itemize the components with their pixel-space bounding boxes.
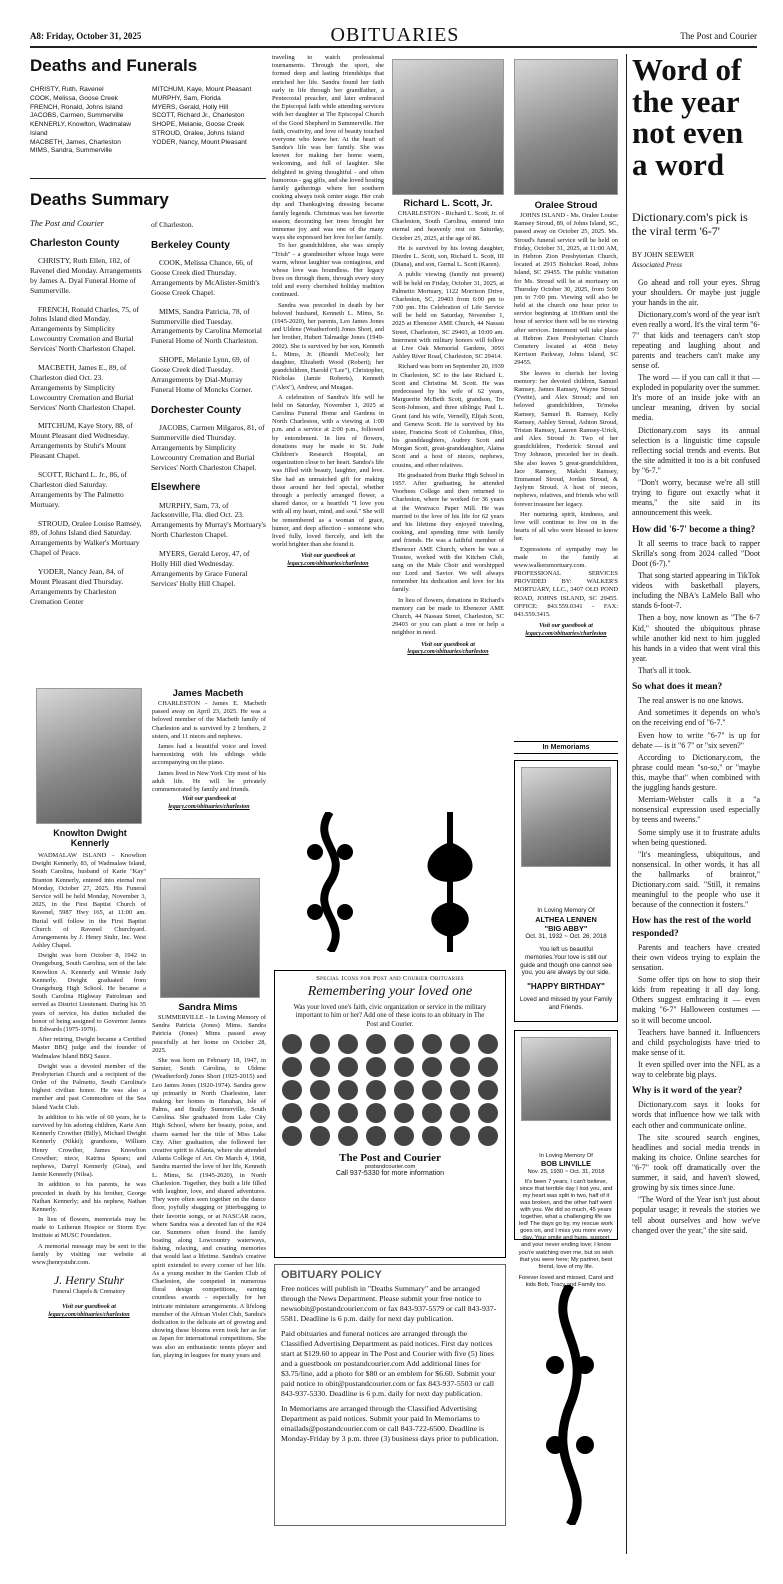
guestbook-link[interactable]: Visit our guestbook at legacy.com/obituaries/charleston: [48, 1304, 130, 1318]
memoriam-signoff: Loved and missed by your Family and Friends.: [519, 996, 613, 1011]
summary-col-2: [151, 220, 267, 598]
county-heading: Elsewhere: [151, 482, 201, 494]
flourish-ornament: [410, 812, 490, 952]
article-paragraph: That song started appearing in TikTok videos with basketball players, including the NBA's LaMelo Ball who stands 6-foot-7.: [632, 571, 760, 611]
summary-entry: MITCHUM, Kaye Story, 88, of Mount Pleasant died Wednesday. Arrangements by Stuhr's Mount Pleasant Chapel.: [30, 421, 133, 461]
article-paragraph: The site scoured search engines, headlines and social media trends in making its choice. Online searches for "6-7" took off dramatically over the summer, it said, and haven't slowed, growing by six times since June.: [632, 1132, 760, 1193]
religious-emblem-icon: [279, 1034, 501, 1146]
obit-paragraph: James had a beautiful voice and loved harmonizing with his siblings while accompanying on the piano.: [152, 742, 266, 767]
memoriam-name: BOB LINVILLE: [541, 1159, 591, 1169]
scott-photo: [392, 59, 504, 195]
article-byline: BY JOHN SEEWER: [632, 250, 695, 259]
obit-paragraph: He is survived by his loving daughter, Dierdre L. Scott, son, Richard L. Scott, III (Diana), and son, Gurnal L. Scott (Karen).: [392, 244, 504, 269]
kennerly-photo: [36, 688, 142, 824]
summary-entry: SHOPE, Melanie Lynn, 69, of Goose Creek died Tuesday. Arrangements by Dial-Murray Funeral Home of Moncks Corner.: [151, 355, 253, 394]
article-paragraph: Dictionary.com says it looks for words that influence how we talk with each other and communicate online.: [632, 1100, 760, 1130]
obit-paragraph: Sandra was preceded in death by her beloved husband, Kenneth L. Mims, Sr. (1945-2020), her parents, Leo James Jones and Uldene (Weatherford) Jones Short, and her brother, Hubert Talmadge Jones (1949-2002). She is survived by her son, Kenneth L. Mims, Jr. (Brandi McCool); her daughter, Elizabeth Wood (Robert); her grandchildren, Harold ("Lee"), Christopher, Nicholas (Jamie Roberts), Kenneth ("Alex"), Andrew, and Meagan.: [272, 301, 384, 391]
obit-paragraph: In addition to his wife of 60 years, he is survived by his adoring children, Karie Ann Kennerly Crowther (Billy), Michael Dwight Kennerly (Nikki); grandsons, William Henry Crowther, James Knowlton Crowther; niece, Katrina Spears; and nephews, Darryl Kennerly (Gina), and Jamie Kennerly (Nilsa).: [32, 1113, 146, 1179]
article-paragraph: And sometimes it depends on who's on the receiving end of "6-7.": [632, 708, 760, 728]
obit-paragraph: Expressions of sympathy may be made to the family at www.walkersmortuary.com. PROFESSIONAL SERVICES PROVIDED BY: WALKER'S MORTUARY, LLC., 3407 OLD POND ROAD, JOHNS ISLAND, SC 29455. OFFICE: 843.559.0341 - FAX: 843.559.3415.: [514, 545, 618, 618]
article-paragraph: The real answer is no one knows.: [638, 696, 744, 706]
article-agency: Associated Press: [632, 260, 683, 269]
list-item[interactable]: STROUD, Oralee, Johns Island: [152, 129, 244, 137]
list-item[interactable]: MYERS, Gerald, Holly Hill: [152, 103, 229, 111]
column-divider: [626, 54, 627, 1554]
memoriam-signoff: Forever loved and missed, Carol and kids Bob, Tracy and Family too.: [518, 1274, 614, 1288]
article-paragraph: That's all it took.: [638, 665, 692, 675]
stuhr-subtitle: Funeral Chapels & Crematory: [52, 1288, 126, 1295]
article-paragraph: It even spilled over into the NFL as a way to celebrate big plays.: [632, 1059, 760, 1080]
obit-paragraph: A memorial message may be sent to the family by visiting our website at www.jhenrystuhr.com.: [32, 1242, 146, 1266]
scott-name: Richard L. Scott, Jr.: [403, 198, 493, 209]
althea-text: [518, 907, 614, 1012]
deaths-funerals-left: [30, 86, 148, 156]
bob-text: [518, 1153, 614, 1289]
list-item[interactable]: YODER, Nancy, Mount Pleasant: [152, 138, 247, 146]
mims-continued: [272, 54, 384, 569]
policy-paragraph: Paid obituaries and funeral notices are arranged through the Classified Advertising Department as paid notices. First day notices start at $129.60 to appear in The Post and Courier with five (5) lines and a guestbook on postandcourier.com Add additional lines for $3.75/line, add a photo for $80 or an emblem for $6.60. Submit your paid notice to obit@postandcourier.com or fax 843-937-5503 or call 843-937-5330. Deadline is 6 p.m. daily for next day publication.: [281, 1328, 496, 1398]
mims-name: Sandra Mims: [178, 1002, 238, 1013]
icons-ad[interactable]: [274, 970, 506, 1258]
summary-entry: COOK, Melissa Chance, 66, of Goose Creek died Thursday. Arrangements by McAlister-Smith's Goose Creek Chapel.: [151, 258, 260, 297]
article-paragraph: "The Word of the Year isn't just about popular usage; it reveals the stories we tell about ourselves and how we've changed over the year," the site said.: [632, 1195, 760, 1235]
list-item[interactable]: FRENCH, Ronald, Johns Island: [30, 103, 123, 111]
header-paper: The Post and Courier: [680, 31, 757, 41]
guestbook-link[interactable]: Visit our guestbook at legacy.com/obituaries/charleston: [407, 641, 489, 656]
bob-memoriam: [514, 1030, 618, 1288]
memoriam-birthday: "HAPPY BIRTHDAY": [527, 982, 605, 991]
summary-entry: CHRISTY, Ruth Ellen, 102, of Ravenel died Monday. Arrangements by James A. Dyal Funeral Home of Summerville.: [30, 256, 142, 295]
article-subhead: Why is it word of the year?: [632, 1086, 743, 1097]
guestbook-link[interactable]: Visit our guestbook at legacy.com/obituaries/charleston: [168, 796, 250, 810]
list-item[interactable]: SCOTT, Richard Jr., Charleston: [152, 112, 245, 120]
memoriam-name: ALTHEA LENNEN: [535, 914, 597, 924]
article-paragraph: Some offer tips on how to stop their kids from repeating it all day long. Others suggest embracing it — even making "6-7" Halloween costumes — so it will become uncool.: [632, 975, 760, 1025]
obit-paragraph: SUMMERVILLE - In Loving Memory of Sandra Patricia (Jones) Mims. Sandra Patricia (Jones) Mims passed away peacefully at her home on October 28, 2025.: [152, 1014, 266, 1054]
kennerly-name: Knowlton Dwight Kennerly: [53, 828, 127, 848]
obit-paragraph: After retiring, Dwight became a Certified Master BBQ judge and the founder of Wadmalaw Island BBQ Sauce.: [32, 1036, 146, 1060]
article-paragraph: Go ahead and roll your eyes. Shrug your shoulders. Or maybe just juggle your hands in the air.: [632, 278, 760, 308]
obit-paragraph: In lieu of flowers, donations in Richard's memory can be made to Ebenezer AME Church, 44 Nassau Street, Charleston, SC 29403 or you can plant a tree or help a neighbor in need.: [392, 596, 504, 637]
section-title: OBITUARIES: [330, 24, 460, 46]
article-paragraph: Parents and teachers have created their own videos trying to explain the sensation.: [632, 942, 760, 972]
obit-paragraph: traveling to watch professional tournaments. Through the sport, she formed deep and lasting friendships that enriched her life. Sandra found her faith early in life through her grandfather, a Pentecostal preacher, and later embraced the Episcopal faith while attending services with her daughter at The Episcopal Church of the Good Shepherd in Summerville. Her faith, creativity, and love of beauty touched everyone who knew her. At the heart of Sandra's life was her family. She was known for making her home warm, welcoming, and full of laughter. She delighted in giving thoughtful - and often humorous - gag gifts, and she loved hosting family gatherings where her southern cooking always took center stage. Her crab dip and Thanksgiving dressing became family legends. Christmas was her favorite season; decorating her trees brought her immense joy and was one of the many ways she expressed her love for her family.: [272, 54, 384, 242]
article-paragraph: Dictionary.com's word of the year isn't even really a word. It's the viral term "6-7" that kids and teenagers can't stop repeating and laughing about and parents and teachers can't make any sense of.: [632, 310, 760, 370]
mims-obit: [152, 1014, 266, 1362]
summary-entry: JACOBS, Carmen Milgaros, 81, of Summerville died Thursday. Arrangements by Simplicity Lowcountry Cremation and Burial Services' North Charleston Chapel.: [151, 422, 265, 472]
header-date: A8: Friday, October 31, 2025: [30, 31, 142, 41]
article-paragraph: Merriam-Webster calls it a "a nonsensical expression used especially by teens and tweens.": [632, 795, 760, 825]
article-paragraph: Dictionary.com says its annual selection is a linguistic time capsule reflecting social trends and events. But the site admitted it too is a bit confused by "6-7.": [632, 425, 760, 475]
macbeth-name: James Macbeth: [172, 688, 244, 699]
county-heading: Charleston County: [30, 238, 120, 249]
obit-paragraph: He graduated from Burke High School in 1957. After graduating, he attended Voorhees College and then returned to Charleston, where he worked for 36 years at the Westvaco Paper Mill. He was married to the love of his life for 62 years and his lifetime they enjoyed traveling, cooking, and spending time with family and friends. He was a faithful member of Ebenezer AME Church, where he was a Trustee, worked with the Kitchen Club, sang on the Male Choir and worshipped our Lord and Savior. We will always remember his dedication and love for his family.: [392, 471, 504, 594]
header-rule: [30, 46, 757, 48]
obit-paragraph: Richard was born on September 20, 1939 in Charleston, SC to the late Richard L. Scott and Christina M. Scott. He was predeceased by his wife of 62 years, Marguerite McBeth Scott, grandson, Tre Scott-Johnson, and three siblings; Paul L. Grant (and his wife, Vernell), Elijah Scott, and Geneva Scott. He is survived by his sister, Francina Scott of Columbus, Ohio, his granddaughters, Audrey Scott and Morgan Scott, great-granddaughter, Alaina Scott and a host of nieces, nephews, cousins, and other relatives.: [392, 363, 504, 469]
guestbook-link[interactable]: Visit our guestbook at legacy.com/obituaries/charleston: [525, 623, 607, 637]
list-item[interactable]: COOK, Melissa, Goose Creek: [30, 94, 118, 102]
stroud-photo: [514, 59, 618, 195]
article-paragraph: Even how to write "6-7" is up for debate — is it "6 7" or "six seven?": [632, 730, 760, 750]
list-item[interactable]: MIMS, Sandra, Summerville: [30, 147, 113, 155]
post-courier-logo: The Post and Courier: [339, 1152, 441, 1165]
list-item[interactable]: MITCHUM, Kaye, Mount Pleasant: [152, 86, 252, 93]
obit-paragraph: CHARLESTON - Richard L. Scott, Jr. of Charleston, South Carolina, entered into eternal and heavenly rest on Saturday, October 25, 2025, at the age of 86.: [392, 210, 504, 242]
memoriam-intro: In Loving Memory Of: [539, 1153, 593, 1159]
summary-entry: STROUD, Oralee Louise Ramsey, 89, of Johns Island died Saturday. Arrangements by Walker's Mortuary Chapel of Peace.: [30, 518, 142, 558]
article-paragraph: Teachers have banned it. Influencers and child psychologists have tried to make sense of it.: [632, 1027, 760, 1057]
obit-paragraph: In addition to his parents, he was preceded in death by his brother, George Nathan Kennerly; and his nephew, Nathan Kennerly.: [32, 1181, 146, 1213]
article-subhead: How has the rest of the world responded?: [632, 916, 752, 939]
memoriam-nickname: "BIG ABBY": [544, 924, 588, 933]
summary-entry: SCOTT, Richard L. Jr., 86, of Charleston died Saturday. Arrangements by The Palmetto Mortuary.: [30, 470, 128, 509]
county-heading: Dorchester County: [151, 404, 242, 416]
flourish-ornament: [290, 812, 370, 952]
obit-paragraph: A celebration of Sandra's life will be held on Saturday, November 1, 2025 at Carolina Funeral Home and Gardens in North Charleston, with a viewing at 1:00 p.m. and a service at 2:00 p.m., followed by entombment. In lieu of flowers, donations may be made to St. Jude Children's Research Hospital, an organization close to her heart. Sandra's life was filled with beauty, laughter, and love. She had an unmatched gift for making those around her feel special, whether through a perfectly arranged flower, a shared dance, or a heartfelt "I love you with all my heart, mind, and soul." She will be remembered as a woman of grace, humor, and deep affection - someone who lived fully, loved fiercely, and left the world brighter than she found it.: [272, 393, 384, 549]
summary-entry: FRENCH, Ronald Charles, 75, of Johns Island died Monday. Arrangements by Simplicity Lowcountry Cremation and Burial Services' North Charleston Chapel.: [30, 304, 140, 354]
memoriam-intro: In Loving Memory Of: [537, 907, 595, 914]
summary-byline: The Post and Courier: [30, 218, 104, 228]
obit-paragraph: Her nurturing spirit, kindness, and love will continue to live on in the hearts of all who were blessed to know her.: [514, 510, 618, 543]
icons-ad-site: postandcourier.com: [364, 1164, 416, 1171]
obit-paragraph: Dwight was born October 8, 1942 in Orangeburg, South Carolina, son of the late Knowlton A. Kennerly and Winnie Judy Kennerly. Dwight graduated from Orangeburg High School. He became a South Carolina Highway Patrolman and served as District Lieutenant. During his 35 years of service, his duties included the honor of being assigned to Governor James B. Edwards (1975-1979).: [32, 952, 146, 1033]
list-item[interactable]: CHRISTY, Ruth, Ravenel: [30, 86, 104, 93]
obit-paragraph: Dwight was a devoted member of the Presbyterian Church and a recipient of the Order of the Palmetto, South Carolina's highest civilian honor. He was also a member and past Commodore of the Sea Island Yacht Club.: [32, 1062, 146, 1111]
stuhr-signature: J. Henry Stuhr: [53, 1273, 125, 1288]
list-item[interactable]: MURPHY, Sam, Florida: [152, 94, 221, 102]
obituary-policy: [274, 1264, 506, 1526]
memoriam-dates: Nov. 25, 1930 ~ Oct. 31, 2018: [527, 1168, 605, 1175]
obit-paragraph: JOHNS ISLAND - Ms. Oralee Louise Ramsey Stroud, 89, of Johns Island, SC, passed away on October 25, 2025. Ms. Stroud's funeral service will be held on Friday, October 31, 2025, at 11:00 AM, in Hebron Zion Presbyterian Church, located at 2915 Bohicket Road, Johns Island, SC 29455. The public visitation for Ms. Stroud will be at mortuary on Thursday October 30, 2025, from 5:00 pm to 7:00 pm. Viewing will also be held at the church one hour prior to service beginning at 10:00am until the hour of service there will be no viewing after services. Interment will take place at Hebron Zion Presbyterian Church Cemetery located at 4058 Betsy Kerrison Parkway, Johns Island, SC 29455.: [514, 212, 618, 367]
summary-entry: of Charleston.: [151, 220, 194, 229]
obit-paragraph: A public viewing (family not present) will be held on Friday, October 31, 2025, at Palmetto Mortuary, 1122 Morrison Drive, Charleston, SC, 29403 from 6:00 pm to 7:00 pm. His Celebration of Life Service will be held on Saturday, November 1, 2025 at Ebenezer AME Church, 44 Nassau Street, Charleston, SC 29403, at 10:00 am. Interment with military honors will follow at Live Oak Memorial Gardens, 3093 Ashley River Road, Charleston, SC 29414.: [392, 271, 504, 361]
article-paragraph: Then a boy, now known as "The 6-7 Kid," shouted the ubiquitous phrase while another kid next to him juggled his hands in a video that went viral this year.: [632, 613, 760, 663]
summary-entry: MACBETH, James E., 89, of Charleston died Oct. 23. Arrangements by Simplicity Lowcountry Cremation and Burial Services' North Charleston Chapel.: [30, 363, 136, 412]
article-body: [632, 278, 760, 1238]
obit-paragraph: WADMALAW ISLAND - Knowlton Dwight Kennerly, 83, of Wadmalaw Island, South Carolina, husband of Karie "Kay" Branton Kennerly, entered into eternal rest Monday, October 27, 2025. His Funeral Service will be held Monday, November 3, 2025, in the First Baptist Church of Ravenel, 5987 Hwy 165, at 11:00 am. Burial will follow in the First Baptist Church of Ravenel Churchyard. Arrangements by J. Henry Stuhr, Inc. West Ashley Chapel.: [32, 852, 146, 950]
althea-photo: [521, 767, 611, 867]
obit-paragraph: In lieu of flowers, memorials may be made to Lutheran Hospice or Storm Eye Institute at MUSC Foundation.: [32, 1216, 146, 1240]
divider: [30, 178, 266, 179]
guestbook-link[interactable]: Visit our guestbook at legacy.com/obituaries/charleston: [287, 553, 369, 567]
obit-paragraph: CHARLESTON - James E. Macbeth passed away on April 23, 2025. He was a beloved member of the Macbeth family of Charleston and is survived by 2 brothers, 2 sisters, and 11 nieces and nephews.: [152, 700, 266, 740]
memoriam-message: It's been 7 years, I can't believe, since that terrible day I lost you, and my heart was split in two, half of it was broken, and the other half went with you. We did so much, 45 years together, what a challenging life we led! The days go by, my rescue work goes on, and I miss you more every day. Your smile and hugs, support and your never ending love; I know you're watching over me, but so wish that you were here; My partner, best friend, love of my life.: [518, 1178, 614, 1270]
obit-paragraph: James lived in New York City most of his adult life. He will be privately commemorated by family and friends.: [152, 769, 266, 793]
policy-paragraph: In Memoriams are arranged through the Classified Advertising Department as paid notices. Submit your paid In Memoriams to emailads@postandcourier.com or call 843-722-6500. Deadline is Monday-Friday by 3 p.m. three (3) business days prior to publication.: [281, 1403, 499, 1443]
macbeth-obit: [152, 700, 266, 811]
article-paragraph: It all seems to trace back to rapper Skrilla's song from 2024 called "Doot Doot (6-7).": [632, 538, 760, 568]
summary-entry: MYERS, Gerald Leroy, 47, of Holly Hill died Wednesday. Arrangements by Grace Funeral Services' Holly Hill Chapel.: [151, 549, 250, 588]
flourish-ornament: [540, 1280, 600, 1530]
list-item[interactable]: KENNERLY, Knowlton, Wadmalaw Island: [30, 121, 132, 137]
article-paragraph: According to Dictionary.com, the phrase could mean "so-so," or "maybe this, maybe that" when combined with the juggling hands gesture.: [632, 752, 760, 793]
bob-photo: [521, 1037, 611, 1121]
memoriam-message: You left us beautiful memories.Your love is still our guide and though one cannot see you, you are always by our side.: [520, 946, 612, 977]
in-memoriams-label: In Memoriams: [514, 741, 618, 754]
mims-photo: [160, 878, 260, 998]
article-paragraph: Some simply use it to frustrate adults when being questioned.: [632, 827, 760, 847]
article-paragraph: "Don't worry, because we're all still trying to figure out exactly what it means," the site said in its announcement this week.: [632, 478, 760, 518]
summary-entry: YODER, Nancy Jean, 84, of Mount Pleasant died Thursday. Arrangements by Charleston Cremation Center: [30, 567, 124, 606]
list-item[interactable]: JACOBS, Carmen, Summerville: [30, 112, 124, 120]
obit-paragraph: To her grandchildren, she was simply "Trish" - a grandmother whose hugs were warm, whose laughter was contagious, and whose love was boundless. Her legacy lives on through them, through every story told and every cherished holiday tradition continued.: [272, 242, 384, 299]
policy-title: OBITUARY POLICY: [281, 1269, 382, 1281]
stroud-name: Oralee Stroud: [534, 200, 598, 211]
obit-paragraph: She was born on February 18, 1947, in Sumter, South Carolina, to Uldene (Weatherford) Jones Short (1925-2015) and Leo James Jones (1920-1974). Sandra grew up primarily in North Charleston, later making her homes in Hanahan, Isle of Palms, and finally Summerville, South Carolina. She graduated from Lake City High School, where her beauty, poise, and charm earned her the title of Miss Lake City. After graduation, she followed her creative spirit to Atlanta, where she attended Atlanta College of Art. On March 4, 1968, Sandra married the love of her life, Kenneth L. Mims, Sr. (1945-2020), in North Charleston. Together, they built a life filled with laughter, love, and shared adventures. They were often seen together on the dance floor, joyfully shagging or jitterbugging to their favorite songs, or at NASCAR races, where Sandra was a devoted fan of the #24 car. Summers often found the family boating along Lowcountry waterways, fishing, relaxing, and creating memories that would last a lifetime. Sandra's creative spirit extended to every corner of her life. As a young mother in the Garden Club of Charleston, she competed in numerous floral design competitions, earning countless awards - especially for her intricate miniature arrangements. A lifelong member of the African Violet Club, Sandra's dedication to the delicate art of growing and showing these blooms even took her as far as Japan for international competitions. She was also an enthusiastic tennis player and fan, playing in leagues for many years and: [152, 1056, 266, 1359]
icons-ad-script: Remembering your loved one: [307, 984, 473, 999]
article-subhead: How did '6-7' become a thing?: [632, 524, 756, 535]
memoriam-dates: Oct. 31, 1932 ~ Oct. 26, 2018: [525, 933, 607, 941]
deaths-funerals-right: [152, 86, 270, 147]
list-item[interactable]: MACBETH, James, Charleston: [30, 138, 121, 146]
scott-obit: [392, 210, 504, 657]
county-heading: Berkeley County: [151, 239, 230, 251]
obit-paragraph: She leaves to cherish her loving memory: her devoted children, Samuel Ramsey, James Ramsey, Wayne Stroud (Yvette), and Alex Stroud; and ten beloved grandchildren, Te'meka Ramsey, Samuel B. Ramsey, Kelly Ramsey, Ashley Stroud, Ashton Stroud, Tristan Ramsey, Lauren Ramsey-Urick, and Alex Stroud Jr. Two of her grandchildren, Frederick Stroud and Troy Johnson, preceded her in death. She also leaves 5 great-grandchildren, Jace Ramsey, Makchi Ramsey, Emmanuel Stroud, Jordan Stroud, & Jaylynn Stroud. A host of nieces, nephews, relatives, and friends who will forever treasure her legacy.: [514, 369, 618, 508]
list-item[interactable]: SHOPE, Melanie, Goose Creek: [152, 121, 245, 129]
summary-entry: MIMS, Sandra Patricia, 78, of Summerville died Tuesday. Arrangements by Carolina Memorial Funeral Home of North Charleston.: [151, 306, 263, 346]
icons-ad-top: Special Icons for Post and Courier Obituaries: [316, 975, 464, 982]
summary-entry: MURPHY, Sam, 73, of Jacksonville, Fla. died Oct. 23. Arrangements by Murray's Mortuary's North Charleston Chapel.: [151, 500, 266, 540]
summary-col-1: [30, 256, 144, 616]
kennerly-obit: [32, 852, 146, 1320]
article-headline: Word of the year not even a word: [632, 52, 744, 182]
icons-ad-body: Was your loved one's faith, civic organization or service in the military important to him or her? Add one of these icons to an obituary in The Post and Courier.: [293, 1004, 487, 1028]
article-paragraph: The word — if you can call it that — exploded in popularity over the summer. It's more of an inside joke with an unclear meaning, driven by social media.: [632, 372, 760, 423]
deaths-summary-title: Deaths Summary: [30, 190, 169, 209]
article-deck: Dictionary.com's pick is the viral term '6-7': [632, 210, 748, 239]
policy-paragraph: Free notices will publish in "Deaths Summary" and be arranged through the News Department. Please submit your free notice to newsobit@postandcourier.com or fax 843-937-5579 or call 843-937-5581. Deadline is 6 p.m. daily for next day publication.: [281, 1284, 497, 1323]
article-subhead: So what does it mean?: [632, 682, 723, 693]
icons-ad-phone: Call 937-5330 for more information: [335, 1170, 445, 1178]
article-paragraph: "It's meaningless, ubiquitous, and nonsensical. In other words, it has all the hallmarks of brainrot," Dictionary.com said. "Still, it remains meaningful to the people who use it because of the connection it fosters.": [632, 849, 760, 910]
althea-memoriam: [514, 760, 618, 1022]
deaths-funerals-title: Deaths and Funerals: [30, 56, 198, 75]
stroud-obit: [514, 212, 618, 639]
